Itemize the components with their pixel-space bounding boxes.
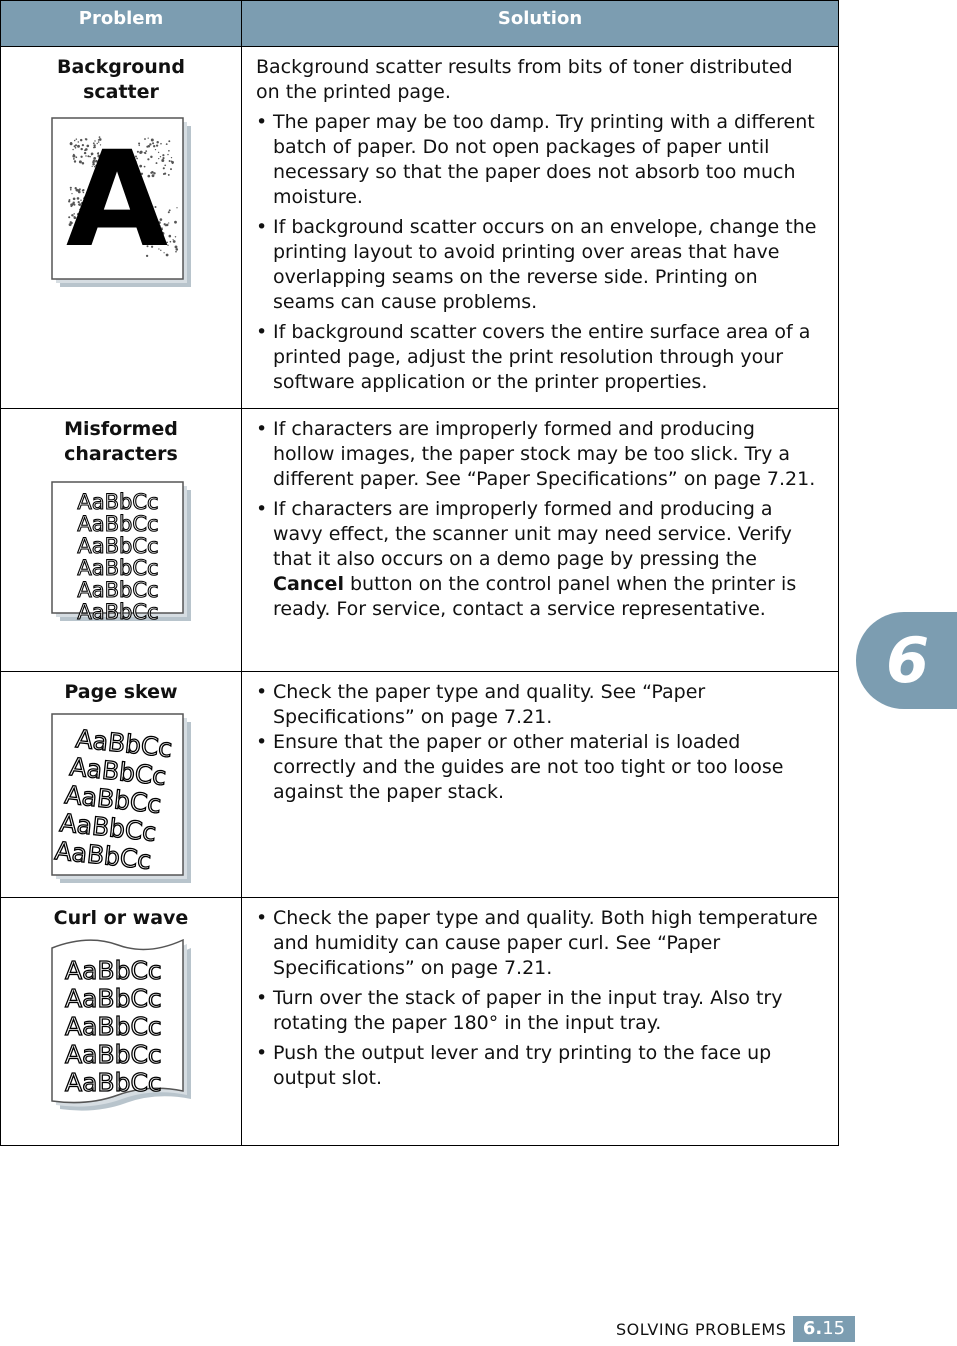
toner-speck [175, 251, 177, 253]
solution-bullet: • Check the paper type and quality. Both high temperature and humidity can cause paper curl. See “Paper Specifications” on page 7.21. [256, 906, 820, 981]
solution-bullet: • If background scatter covers the entire surface area of a printed page, adjust the print resolution through your software application or the printer properties. [256, 320, 820, 395]
illus-text-line: AaBbCc [53, 836, 153, 876]
problem-title: Misformed characters [64, 418, 178, 465]
toner-speck [172, 163, 173, 164]
solution-bullet: • If characters are improperly formed and producing hollow images, the paper stock may be too slick. Try a different paper. See “Paper Specifications” on page 7.21. [256, 417, 820, 492]
cancel-button-label: Cancel [273, 573, 344, 595]
toner-speck [174, 221, 177, 224]
illus-text-line: AaBbCc [65, 1040, 162, 1069]
solution-list [256, 417, 820, 622]
solution-list [256, 906, 820, 1091]
solution-bullet: • Turn over the stack of paper in the input tray. Also try rotating the paper 180° in the input tray. [256, 986, 820, 1036]
table-row-background-scatter [1, 47, 839, 409]
solution-cell [242, 898, 839, 1146]
table-row-misformed-characters [1, 409, 839, 672]
page-skew-illustration [51, 713, 191, 883]
problem-title: Page skew [64, 681, 178, 703]
curl-or-wave-illustration [51, 939, 191, 1111]
toner-speck [171, 157, 172, 158]
illus-letter: A [65, 123, 169, 277]
illus-text-line: AaBbCc [77, 490, 159, 514]
solution-bullet: • Ensure that the paper or other material is loaded correctly and the guides are not too tight or too loose against the paper stack. [256, 730, 820, 805]
solution-cell [242, 409, 839, 672]
header-problem: Problem [1, 1, 242, 47]
table-row-page-skew [1, 672, 839, 898]
toner-speck [170, 168, 172, 170]
toner-speck [169, 235, 172, 238]
toner-speck [175, 245, 178, 248]
toner-speck [168, 174, 170, 176]
illus-text-line: AaBbCc [74, 724, 174, 764]
toner-speck [176, 248, 179, 251]
toner-speck [171, 161, 173, 163]
toner-speck [170, 241, 172, 243]
toner-speck [169, 160, 171, 162]
illus-text-line: AaBbCc [65, 1012, 162, 1041]
toner-speck [176, 207, 177, 208]
footer-page-number: 6.15 [793, 1316, 855, 1342]
illus-text-line: AaBbCc [63, 780, 163, 820]
problem-cell [1, 409, 242, 672]
solution-intro: Background scatter results from bits of toner distributed on the printed page. [256, 56, 793, 103]
illus-text-line: AaBbCc [77, 556, 159, 580]
solution-cell [242, 47, 839, 409]
solution-bullet: • The paper may be too damp. Try printing with a different batch of paper. Do not open packages of paper until necessary so that the paper does not absorb too much moisture. [256, 110, 820, 210]
solution-bullet: • If characters are improperly formed and producing a wavy effect, the scanner unit may need service. Verify that it also occurs on a demo page by pressing the Cancel button on the control panel when the printer is ready. For service, contact a service representative. [256, 497, 820, 622]
illus-text-line: AaBbCc [77, 578, 159, 602]
solution-bullet: • Push the output lever and try printing to the face up output slot. [256, 1041, 820, 1091]
solution-bullet: • Check the paper type and quality. See “Paper Specifications” on page 7.21. [256, 680, 820, 730]
toner-speck [168, 222, 169, 223]
background-scatter-illustration [51, 117, 191, 289]
toner-speck [175, 236, 176, 237]
toner-speck [172, 239, 173, 240]
table-header-row [1, 1, 839, 47]
problem-cell [1, 47, 242, 409]
toner-speck [173, 240, 176, 243]
solution-list [256, 680, 820, 805]
header-solution: Solution [242, 1, 839, 47]
problem-cell [1, 898, 242, 1146]
problem-title: Background scatter [57, 56, 185, 103]
toner-speck [168, 150, 170, 152]
illus-text-line: AaBbCc [65, 984, 162, 1013]
problem-cell [1, 672, 242, 898]
page-footer [616, 1316, 946, 1344]
illus-text-line: AaBbCc [68, 752, 168, 792]
illus-text-line: AaBbCc [77, 534, 159, 558]
problem-title: Curl or wave [53, 907, 189, 929]
illus-text-line: AaBbCc [65, 956, 162, 985]
toner-speck [168, 140, 170, 142]
solution-cell [242, 672, 839, 898]
toner-speck [169, 209, 171, 211]
illus-text-line: AaBbCc [77, 512, 159, 536]
illus-text-line: AaBbCc [58, 808, 158, 848]
chapter-tab: 6 [856, 612, 957, 709]
illus-text-line: AaBbCc [77, 600, 159, 623]
misformed-characters-illustration [51, 481, 191, 623]
footer-section-title: SOLVING PROBLEMS [616, 1320, 787, 1339]
solution-list [256, 110, 820, 395]
illus-text-line: AaBbCc [65, 1068, 162, 1097]
table-row-curl-or-wave [1, 898, 839, 1146]
solution-bullet: • If background scatter occurs on an envelope, change the printing layout to avoid printing over areas that have overlapping seams on the reverse side. Printing on seams can cause problems. [256, 215, 820, 315]
